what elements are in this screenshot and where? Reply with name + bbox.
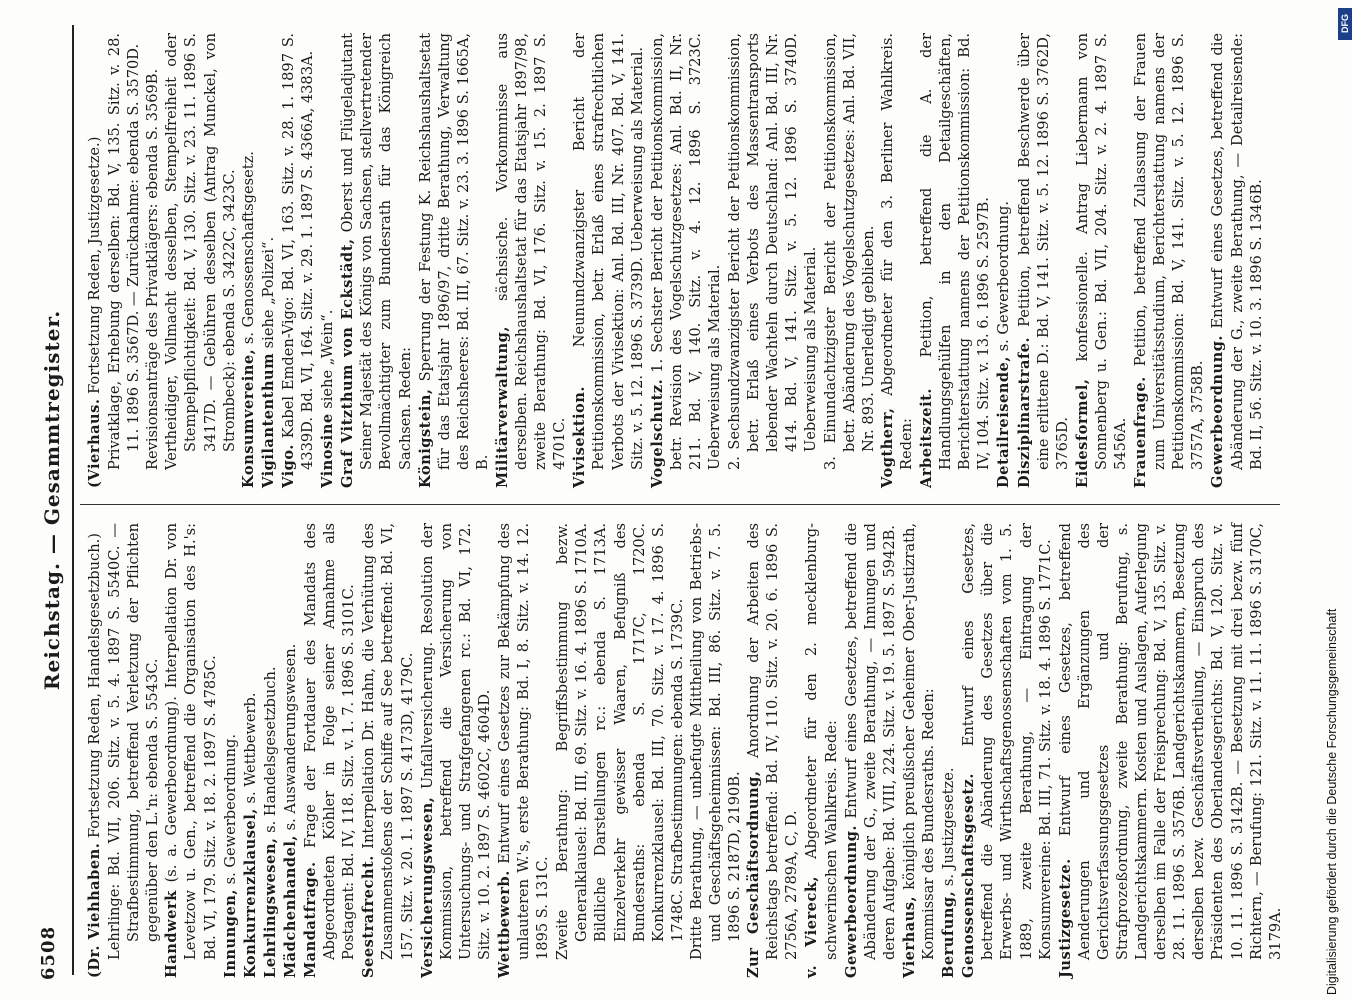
entry-text: Lehrlinge: Bd. VII, 206. Sitz. v. 5. 4. 1897 S. 5540C. — Strafbestimmung, betreffend Verletzung der Pflichten gegenüber den L.'n: ebenda S. 5543C.	[106, 523, 162, 960]
entry-heading: Disziplinarstrafe.	[1015, 336, 1033, 488]
entry-text: Vertheidiger, Vollmacht desselben, Stempelfreiheit oder Stempelpflichtigkeit: Bd. V, 130. Sitz. v. 23. 11. 1896 S. 3417D. — Gebühren desselben (Antrag Munckel, von Strombeck): ebenda S. 3422C, 3423C.	[163, 33, 238, 470]
entry-heading: (Vierhaus.	[86, 398, 103, 488]
entry-heading: Versicherungswesen,	[418, 796, 436, 978]
entry-text: siehe „Wein“.	[319, 309, 337, 409]
entry-heading: Handwerk	[163, 890, 181, 978]
entry-heading: Vinosine	[319, 413, 337, 488]
index-entry	[802, 523, 840, 978]
index-entry	[162, 523, 219, 978]
index-entry	[416, 33, 492, 488]
entry-text: Dritte Berathung, — unbefugte Mittheilung von Betriebs- und Geschäftsgeheimnissen: Bd. III, 86. Sitz. v. 7. 5. 1896 S. 2187D, 2190B.	[687, 523, 744, 960]
running-title: Reichstag. — Gesammtregister.	[40, 309, 64, 691]
entry-heading: Konkurrenzklausel,	[241, 808, 259, 978]
entry-heading: Vogelschutz.	[648, 378, 666, 488]
entry-heading: Gewerbeordnung.	[1209, 334, 1227, 488]
index-entry	[1131, 33, 1207, 488]
index-entry	[900, 523, 938, 978]
index-entry	[418, 523, 494, 978]
entry-text: Entwurf eines Gesetzes zur Bekämpfung des unlauteren W.'s, erste Berathung: Bd. I, 8. Sitz. v. 14. 12. 1895 S. 131C.	[495, 522, 552, 960]
page-header	[0, 0, 90, 1000]
header-rule	[72, 25, 74, 975]
index-entry	[259, 33, 278, 488]
entry-text: 2. Sechsundzwanzigster Bericht der Petitionskommission, betr. Erlaß eines Verbots des Massentransports lebender Wachteln durch Deutschland: Anl. Bd. III, Nr. 414. Bd. V, 141. Sitz. v. 5. 12. 1896 S. 3740D. Ueberweisung als Material.	[726, 33, 820, 470]
entry-heading: Vigilantenthum	[259, 352, 277, 488]
entry-text: s. Genossenschaftsgesetz.	[239, 151, 257, 345]
entry-text: Frage der Fortdauer des Mandats des Abgeordneten Köhler in Folge seiner Annahme als Postagent: Bd. IV, 118. Sitz. v. 1. 7. 1896 S. 3101C.	[302, 523, 358, 960]
entry-heading: Zur Geschäftsordnung,	[745, 770, 763, 978]
index-entry	[495, 523, 552, 978]
entry-text: Neunundzwanzigster Bericht der Petitionskommission, betr. Erlaß eines strafrechtlichen Verbots der Vivisektion: Anl. Bd. III, Nr. 407. Bd. V, 141. Sitz. v. 5. 12. 1896 S. 3739D. Ueberweisung als Material.	[571, 33, 646, 470]
entry-heading: Vierhaus,	[900, 895, 918, 978]
entry-text: s. Handelsgesetzbuch.	[261, 666, 279, 833]
entry-heading: Arbeitszeit.	[918, 388, 936, 488]
entry-heading: Mädchenhandel,	[281, 835, 299, 978]
page-number: 6508	[38, 925, 59, 980]
index-entry	[221, 523, 240, 978]
index-entry	[939, 523, 958, 978]
index-entry	[725, 33, 820, 488]
entry-heading: Wettbewerb.	[495, 870, 513, 978]
index-entry	[648, 33, 724, 488]
entry-text: Petition, betreffend Beschwerde über eine erlittene D.: Bd. V, 141. Sitz. v. 5. 12. 1896 S. 3762D, 3765D.	[1015, 32, 1071, 470]
entry-text: Unfallversicherung. Resolution der Kommission, betreffend die Versicherung von Untersuchungs- und Strafgefangenen rc.: Bd. VI, 172. Sitz. v. 10. 2. 1897 S. 4602C, 4604D.	[418, 523, 493, 960]
entry-text: s. Justizgesetze.	[940, 767, 958, 887]
entry-heading: Eidesformel,	[1073, 378, 1091, 488]
index-entry	[553, 523, 687, 978]
index-entry	[1073, 33, 1130, 488]
entry-heading: Frauenfrage.	[1132, 376, 1150, 488]
entry-text: Fortsetzung Reden, Justizgesetze.)	[86, 136, 103, 394]
entry-text: Abgeordneter für den 3. Berliner Wahlkreis. Reden:	[878, 32, 915, 470]
entry-text: Fortsetzung Reden, Handelsgesetzbuch.)	[86, 533, 103, 839]
entry-heading: Konsumvereine,	[239, 348, 257, 488]
index-entry	[1015, 33, 1072, 488]
entry-text: s. Auswanderungswesen.	[281, 643, 299, 831]
entry-text: Abgeordneter für den 2. mecklenburg-schwerinschen Wahlkreis. Rede:	[803, 523, 840, 960]
entry-text: Zweite Berathung: Begriffsbestimmung bezw. Generalklausel: Bd. III, 69. Sitz. v. 16. 4. 1896 S. 1710A. Bildliche Darstellungen rc.: ebenda S. 1713A. Einzelverkehr gewisser Waaren, Befugniß des Bundesraths: ebenda S. 1717C, 1720C. Konkurrenzklausel: Bd. III, 70. Sitz. v. 17. 4. 1896 S. 1748C. Strafbestimmungen: ebenda S. 1739C.	[554, 523, 686, 960]
entry-text: konfessionelle. Antrag Liebermann von Sonnenberg u. Gen.: Bd. VII, 204. Sitz. v. 2. 4. 1897 S. 5456A.	[1073, 33, 1129, 470]
index-entry	[85, 33, 104, 488]
column-divider	[80, 504, 1280, 505]
index-entry	[261, 523, 280, 978]
entry-text: Oberst und Flügeladjutant Seiner Majestät des Königs von Sachsen, stellvertretender Bevollmächtigter zum Bundesrath für das Königreich Sachsen. Reden:	[339, 32, 414, 470]
index-entry	[842, 523, 899, 978]
entry-text: sächsische. Vorkommnisse aus derselben. Reichshaushaltsetat für das Etatsjahr 1897/98, zweite Berathung: Bd. VI, 176. Sitz. v. 15. 2. 1897 S. 4701C.	[493, 33, 569, 470]
entry-text: Entwurf eines Gesetzes, betreffend die Abänderung der G., zweite Berathung, — Innungen und deren Aufgabe: Bd. VIII, 224. Sitz. v. 19. 5. 1897 S. 5942B.	[842, 522, 898, 960]
digitization-note: Digitalisierung gefördert durch die Deutsche Forschungsgemeinschaft	[1325, 608, 1339, 995]
entry-heading: Seestrafrecht.	[360, 855, 378, 978]
index-entry	[301, 523, 358, 978]
entry-text: Sperrung der Festung K. Reichshaushaltsetat für das Etatsjahr 1896/97, dritte Berathung, Verwaltung des Reichsheeres: Bd. III, 67. Sitz. v. 23. 3. 1896 S. 1665A, B.	[416, 33, 491, 470]
entry-text: Anordnung der Arbeiten des Reichstags betreffend: Bd. IV, 110. Sitz. v. 20. 6. 1896 S. 2756A, 2789A, C, D.	[745, 522, 801, 960]
entry-heading: Berufung,	[940, 890, 958, 978]
index-entry	[279, 33, 317, 488]
entry-heading: Mandatfrage.	[302, 861, 320, 978]
entry-heading: (Dr. Viehhaben.	[86, 842, 103, 978]
index-entry	[318, 33, 337, 488]
entry-text: 1. Sechster Bericht der Petitionskommission, betr. Revision des Vogelschutzgesetzes: Anl. Bd. II, Nr. 211. Bd. V, 140. Sitz. v. 4. 12. 1896 S. 3723C. Ueberweisung als Material.	[648, 33, 723, 470]
entry-heading: Justizgesetze.	[1056, 858, 1074, 978]
entry-heading: Innungen,	[221, 889, 239, 978]
entry-text: Privatklage, Erhebung derselben: Bd. V, 135. Sitz. v. 28. 11. 1896 S. 3567D. — Zurücknahme: ebenda S. 3570D.	[106, 33, 143, 470]
index-entry	[959, 523, 1054, 978]
index-entry	[143, 33, 162, 488]
index-entry	[338, 33, 414, 488]
index-entry	[105, 33, 143, 488]
entry-heading: Vivisektion.	[571, 386, 589, 488]
entry-heading: Vogtherr,	[878, 407, 896, 488]
entry-text: Entwurf eines Gesetzes, betreffend die Abänderung des Gesetzes über die Erwerbs- und Wirthschaftsgenossenschaften vom 1. 5. 1889, zweite Berathung, — Eintragung der Konsumvereine: Bd. III, 71. Sitz. v. 18. 4. 1896 S. 1771C.	[960, 522, 1054, 960]
entry-heading: Genossenschaftsgesetz.	[960, 773, 978, 978]
entry-heading: Militärverwaltung,	[493, 326, 511, 488]
entry-text: 3. Einundachtzigster Bericht der Petitionskommission, betr. Abänderung des Vogelschutzgesetzes: Anl. Bd. VII, Nr. 893. Unerledigt geblieben.	[821, 33, 877, 470]
dfg-logo: DFG	[1338, 8, 1352, 40]
index-entry	[281, 523, 300, 978]
entry-heading: Vigo.	[279, 444, 297, 488]
entry-text: s. Wettbewerb.	[241, 692, 259, 804]
index-entry	[917, 33, 993, 488]
entry-text: Revisionsanträge des Privatklägers: ebenda S. 3569B.	[144, 68, 162, 470]
entry-text: Entwurf eines Gesetzes, betreffend die Abänderung der G., zweite Berathung, — Detailreisende: Bd. II, 56. Sitz. v. 10. 3. 1896 S. 1346B.	[1209, 32, 1265, 470]
index-entry	[493, 33, 569, 488]
entry-heading: Detailreisende,	[995, 356, 1013, 488]
entry-text: Kabel Emden-Vigo: Bd. VI, 163. Sitz. v. 28. 1. 1897 S. 4339D. Bd. VI, 164. Sitz. v. 29. 1. 1897 S. 4366A, 4383A.	[279, 33, 317, 470]
entry-heading: Graf Vitzthum von Eckstädt,	[339, 238, 357, 488]
index-entry	[570, 33, 646, 488]
index-entry	[162, 33, 238, 488]
right-column	[85, 33, 1265, 488]
entry-heading: v. Viereck,	[803, 875, 821, 978]
entry-text: Petition, betreffend die A. der Handlungsgehülfen in den Detailgeschäften, Berichterstattung namens der Petitionskommission: Bd. IV, 104. Sitz. v. 13. 6. 1896 S. 2597B.	[918, 32, 993, 470]
index-entry	[1056, 523, 1285, 978]
index-entry	[878, 33, 916, 488]
entry-text: (s. a. Gewerbeordnung). Interpellation Dr. von Levetzow u. Gen., betreffend die Organisation des H.'s: Bd. VI, 179. Sitz. v. 18. 2. 1897 S. 4785C.	[163, 523, 219, 960]
index-entry	[85, 523, 104, 978]
entry-heading: Gewerbeordnung.	[842, 824, 860, 978]
entry-text: königlich preußischer Geheimer Ober-Justizrath, Kommissar des Bundesraths. Reden:	[900, 523, 938, 960]
entry-heading: Königstein,	[416, 388, 434, 488]
entry-heading: Lehrlingswesen,	[261, 837, 279, 978]
left-column	[85, 522, 1284, 978]
entry-text: siehe „Polizei“.	[259, 236, 277, 349]
index-entry	[239, 33, 258, 488]
index-entry	[359, 523, 416, 978]
index-entry	[105, 523, 162, 978]
index-entry	[994, 33, 1013, 488]
index-entry	[687, 523, 744, 978]
entry-text: Interpellation Dr. Hahn, die Verhütung des Zusammenstoßens der Schiffe auf See betreffend: Bd. VI, 157. Sitz. v. 20. 1. 1897 S. 4173D, 4179C.	[360, 522, 416, 960]
entry-text: Petition, betreffend Zulassung der Frauen zum Universitätsstudium, Berichterstattung namens der Petitionskommission: Bd. V, 141. Sitz. v. 5. 12. 1896 S. 3757A, 3758B.	[1132, 33, 1207, 470]
index-entry	[1208, 33, 1265, 488]
entry-text: s. Gewerbeordnung.	[221, 733, 239, 885]
index-entry	[744, 523, 801, 978]
index-entry	[241, 523, 260, 978]
index-entry	[821, 33, 878, 488]
entry-text: Entwurf eines Gesetzes, betreffend Aenderungen und Ergänzungen des Gerichtsverfassungsgesetzes und der Strafprozeßordnung, zweite Berathung: Berufung, s. Landgerichtskammern. Kosten und Auslagen, Auferlegung derselben im Falle der Freisprechung: Bd. V, 135. Sitz. v. 28. 11. 1896 S. 3576B. Landgerichtskammern, Besetzung derselben bezw. Geschäftsvertheilung, — Einspruch des Präsidenten des Oberlandesgerichts: Bd. V, 120. Sitz. v. 10. 11. 1896 S. 3142B. — Besetzung mit drei bezw. fünf Richtern, — Berufung: 121. Sitz. v. 11. 11. 1896 S. 3170C, 3179A.	[1056, 522, 1284, 960]
entry-text: s. Gewerbeordnung.	[995, 200, 1013, 352]
